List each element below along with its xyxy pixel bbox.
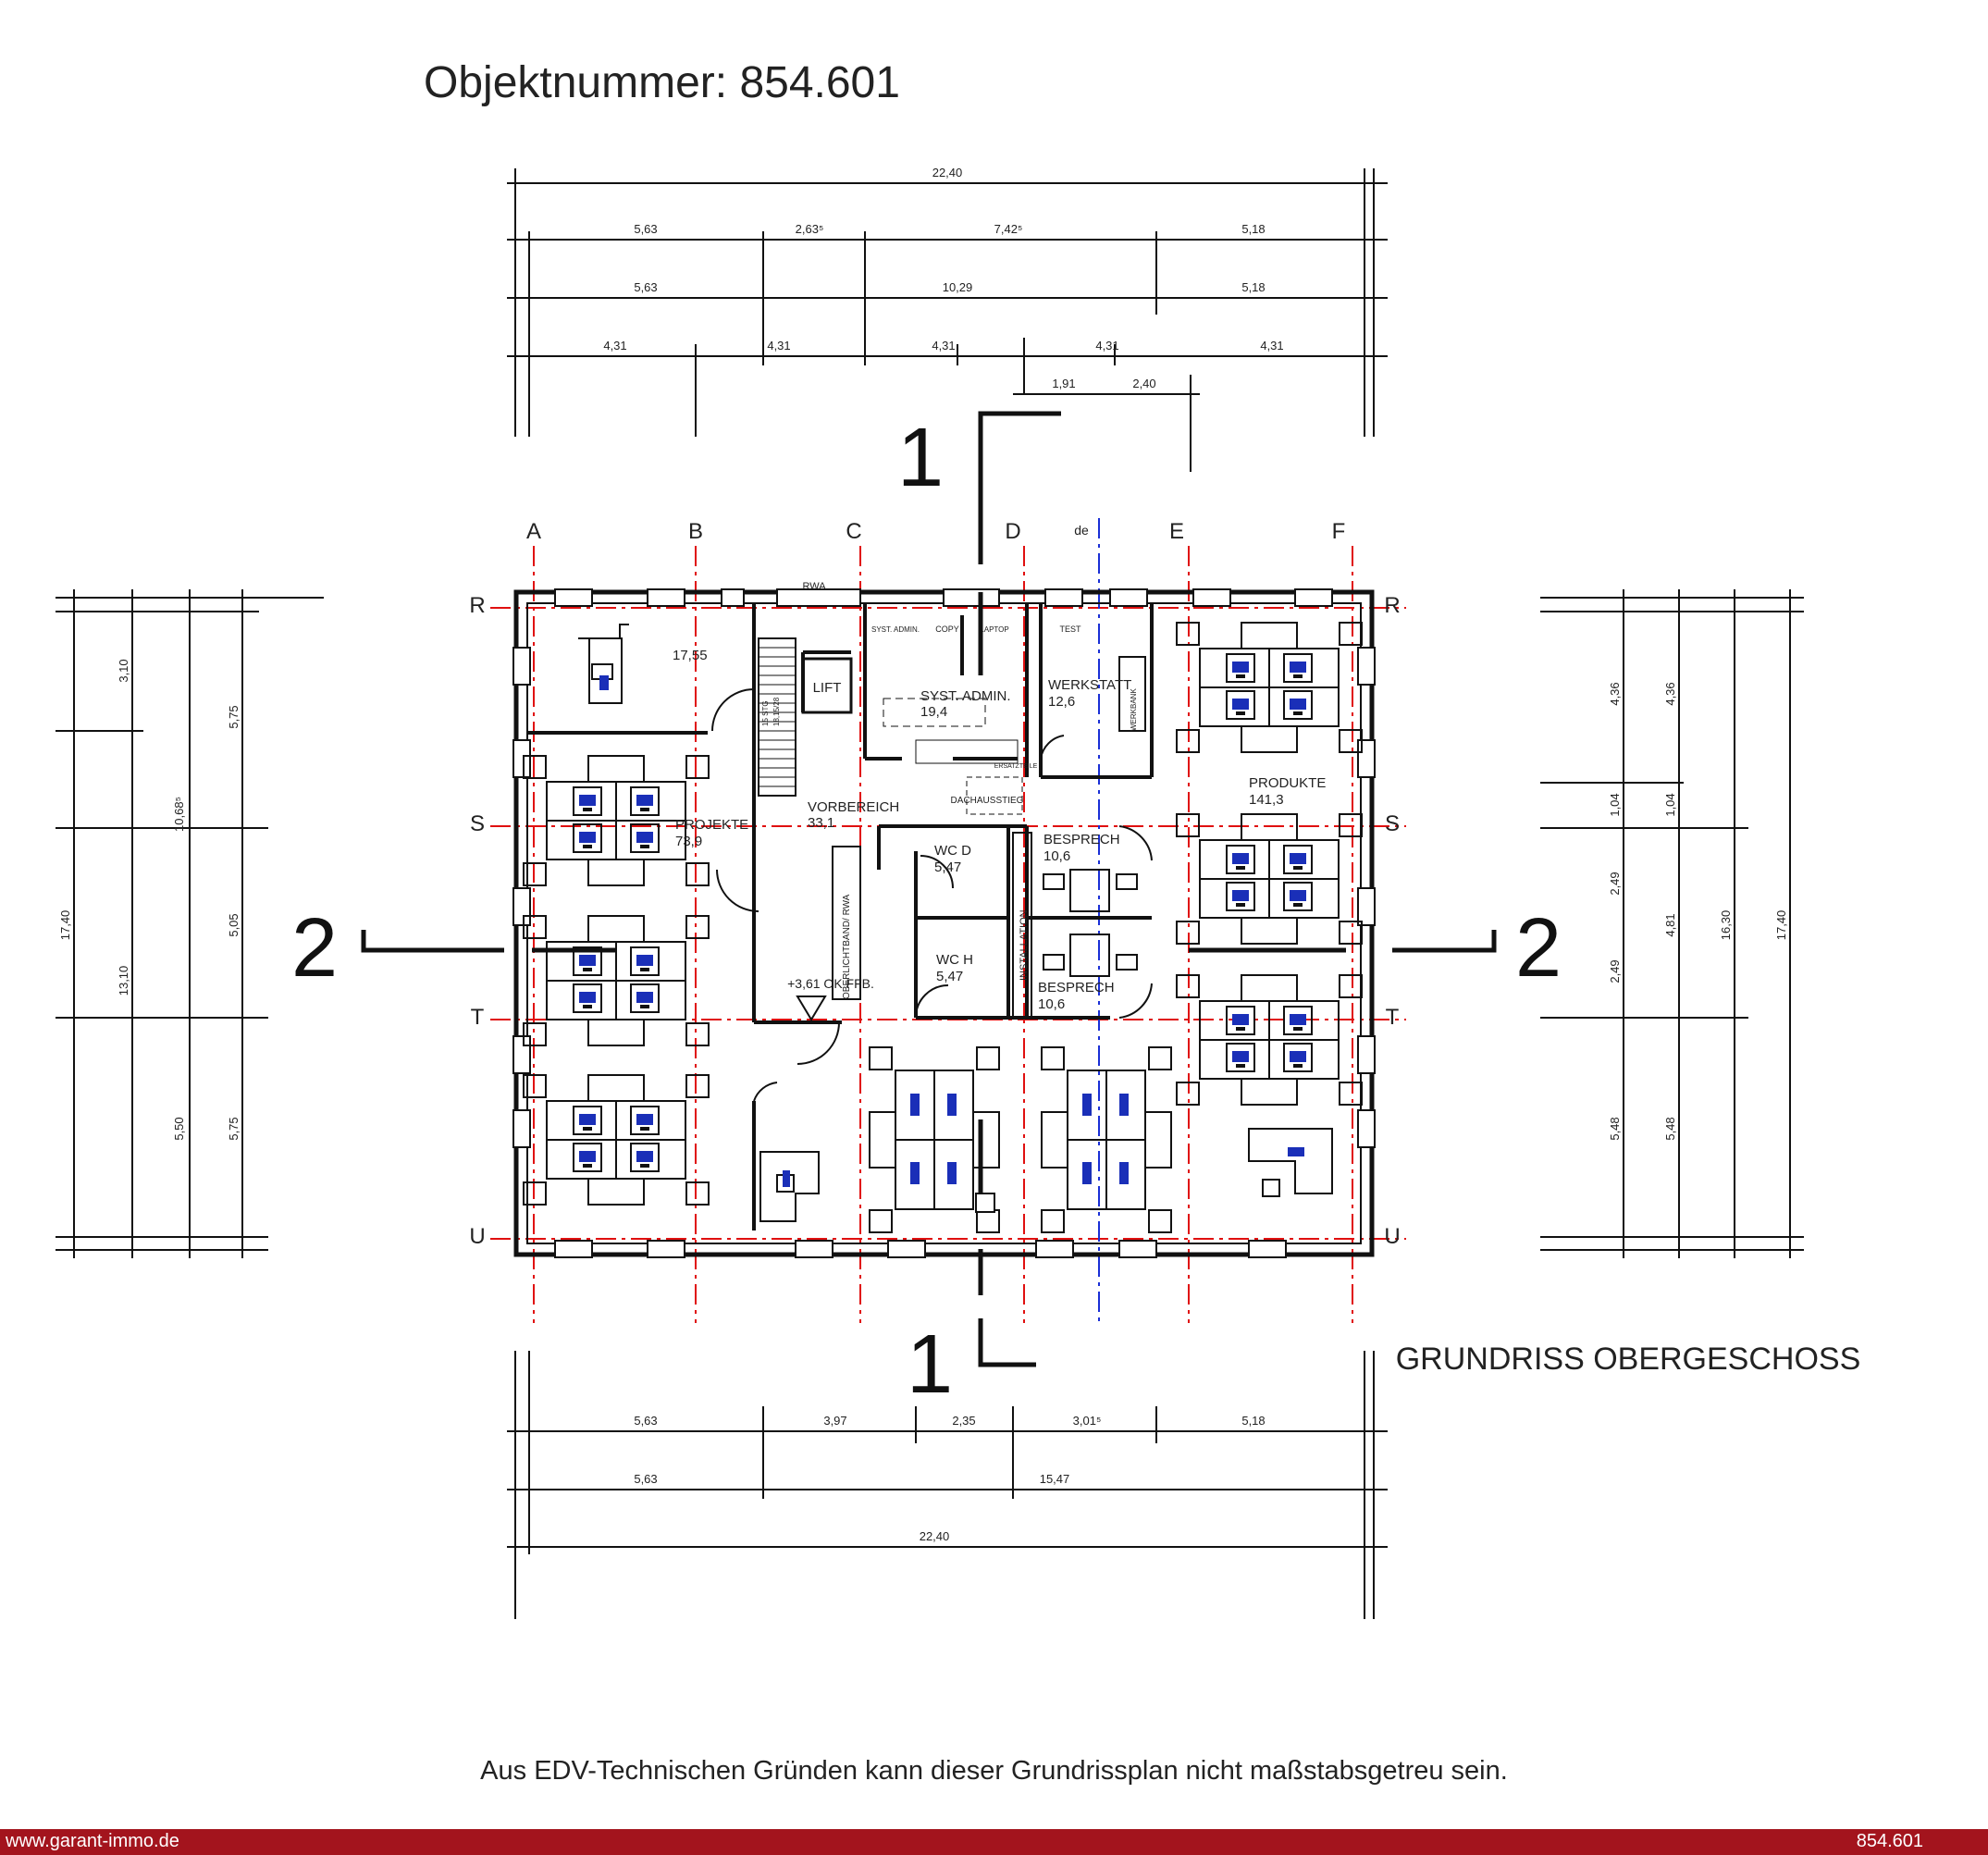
dim-label: 5,18 [1241, 222, 1266, 236]
copy-label: COPY [935, 625, 959, 634]
footer-bar [0, 1829, 1988, 1855]
dim-label: 2,40 [1132, 377, 1156, 390]
ersatzteile-label: ERSATZTEILE [994, 763, 1038, 770]
dim-label: 4,81 [1663, 913, 1677, 937]
dim-label: 3,01⁵ [1072, 1414, 1102, 1428]
room-area: 141,3 [1249, 792, 1284, 808]
section-2-right: 2 [1514, 902, 1562, 995]
footer-object-number: 854.601 [1856, 1831, 1923, 1851]
dim-label: 15,47 [1039, 1472, 1070, 1486]
test-label: TEST [1059, 625, 1081, 634]
stairs-label-2: 18,15/28 [772, 697, 781, 726]
dim-label: 5,50 [172, 1117, 186, 1141]
dim-label: 10,29 [942, 280, 973, 294]
website-link[interactable]: www.garant-immo.de [6, 1831, 179, 1851]
axis-label-r-right: R [1384, 593, 1401, 618]
laptop-label: LAPTOP [980, 625, 1009, 634]
room-name: PRODUKTE [1249, 775, 1327, 791]
scale-disclaimer: Aus EDV-Technischen Gründen kann dieser Grundrissplan nicht maßstabsgetreu sein. [480, 1756, 1508, 1786]
axis-label-d: D [1005, 519, 1021, 544]
room-name: WC H [936, 952, 973, 968]
dim-label: 2,35 [952, 1414, 976, 1428]
axis-label-s: S [469, 811, 486, 836]
axis-label-c: C [846, 519, 862, 544]
dim-label: 4,31 [767, 339, 791, 352]
dim-label: 17,40 [58, 909, 72, 941]
axis-label-r: R [469, 593, 486, 618]
axis-label-b: B [687, 519, 704, 544]
installation-label: INSTALLATION [1019, 909, 1030, 981]
dim-label: 4,36 [1663, 682, 1677, 706]
room-area: 10,6 [1043, 848, 1071, 864]
room-area: 10,6 [1038, 996, 1066, 1012]
axis-label-f: F [1331, 519, 1346, 544]
object-number: Objektnummer: 854.601 [424, 58, 900, 107]
axis-label-de: de [1074, 523, 1089, 538]
axis-label-t: T [470, 1005, 485, 1030]
room-name: WC D [934, 843, 971, 859]
lift-label: LIFT [812, 680, 842, 696]
level-label: +3,61 OK FFB. [787, 976, 874, 991]
room-area: 12,6 [1048, 694, 1076, 710]
dim-label: 5,18 [1241, 1414, 1266, 1428]
dim-label: 5,63 [634, 1414, 658, 1428]
section-2-left: 2 [290, 902, 339, 995]
room-name: PROJEKTE [675, 817, 749, 833]
oberlichtband-label: OBERLICHTBAND/ RWA [842, 894, 852, 999]
room-name: VORBEREICH [808, 799, 900, 815]
dim-label: 13,10 [117, 965, 130, 996]
dim-label: 5,63 [634, 280, 658, 294]
dim-label: 5,63 [634, 1472, 658, 1486]
syst-admin-small-label: SYST. ADMIN. [871, 625, 920, 634]
rwa-label: RWA [802, 581, 826, 592]
dim-label: 3,97 [823, 1414, 847, 1428]
axis-label-s-right: S [1384, 811, 1401, 836]
section-1-top: 1 [896, 412, 945, 504]
room-area: 17,55 [673, 648, 708, 663]
dim-label: 2,49 [1608, 959, 1622, 983]
dim-label: 2,63⁵ [795, 222, 824, 236]
section-1-bottom: 1 [906, 1318, 954, 1411]
room-name: WERKSTATT [1048, 677, 1132, 693]
dim-label: 1,04 [1608, 793, 1622, 817]
room-name: SYST. ADMIN. [920, 688, 1011, 704]
room-area: 19,4 [920, 704, 948, 720]
dim-label: 5,18 [1241, 280, 1266, 294]
axis-label-a: A [525, 519, 542, 544]
dim-label: 1,91 [1052, 377, 1076, 390]
dim-label: 5,05 [227, 913, 241, 937]
axis-label-e: E [1168, 519, 1185, 544]
axis-label-t-right: T [1385, 1005, 1400, 1030]
dim-label: 4,31 [603, 339, 627, 352]
dim-label: 7,42⁵ [994, 222, 1023, 236]
dim-label: 10,68⁵ [172, 797, 186, 832]
room-area: 5,47 [936, 969, 964, 984]
dim-label: 1,04 [1663, 793, 1677, 817]
dim-label: 5,75 [227, 705, 241, 729]
room-area: 5,47 [934, 859, 962, 875]
dim-label: 2,49 [1608, 872, 1622, 896]
dim-label: 5,48 [1608, 1117, 1622, 1141]
dim-top-total: 22,40 [932, 166, 963, 179]
dim-label: 4,31 [1095, 339, 1119, 352]
dim-label: 3,10 [117, 659, 130, 683]
dim-label: 17,40 [1774, 909, 1788, 941]
dim-label: 4,36 [1608, 682, 1622, 706]
room-name: BESPRECH [1043, 832, 1120, 847]
werkbank-label: WERKBANK [1130, 688, 1138, 731]
room-area: 73,9 [675, 834, 703, 849]
dim-label: 16,30 [1719, 909, 1733, 941]
dim-bottom-total: 22,40 [919, 1529, 950, 1543]
axis-label-u: U [469, 1224, 486, 1249]
stairs-label-1: 15 STG [761, 700, 770, 726]
room-area: 33,1 [808, 815, 835, 831]
dim-label: 5,48 [1663, 1117, 1677, 1141]
dim-label: 4,31 [1260, 339, 1284, 352]
dim-label: 4,31 [932, 339, 956, 352]
axis-label-u-right: U [1384, 1224, 1401, 1249]
plan-title: GRUNDRISS OBERGESCHOSS [1395, 1342, 1861, 1377]
dim-label: 5,63 [634, 222, 658, 236]
room-name: BESPRECH [1038, 980, 1115, 996]
dim-label: 5,75 [227, 1117, 241, 1141]
dachausstieg-label: DACHAUSSTIEG [950, 796, 1024, 806]
